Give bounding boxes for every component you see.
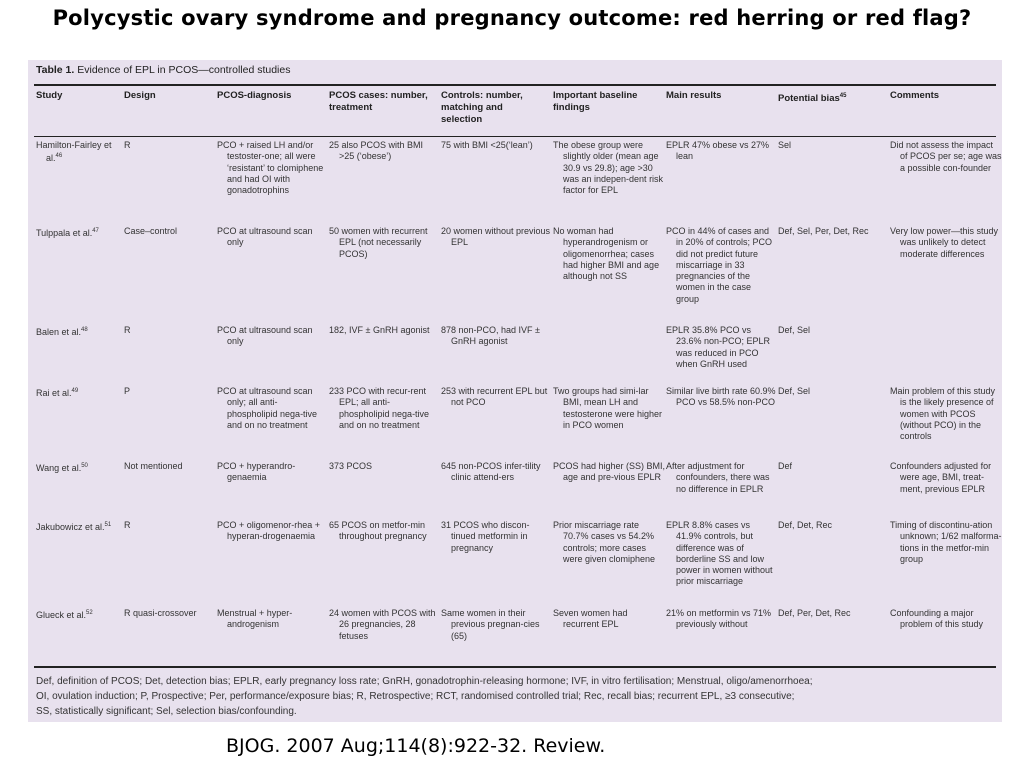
cell-controls: 878 non-PCO, had IVF ± GnRH agonist [441,325,540,347]
cell-main-results: After adjustment for confounders, there was no difference in EPLR [666,461,770,494]
cell-potential-bias: Def, Sel [778,386,811,396]
cell-pcos-diagnosis: PCO at ultrasound scan only; all anti-phospholipid nega-tive and on no treatment [217,386,318,430]
cell-pcos-diagnosis: Menstrual + hyper-androgenism [217,608,293,630]
cell-baseline-findings: Prior miscarriage rate 70.7% cases vs 54.2% controls; more cases were given clomiphene [553,520,656,564]
cell-design: R [124,520,131,530]
header-baseline-findings: Important baseline findings [553,90,638,113]
cell-baseline-findings: No woman had hyperandrogenism or oligomenorrhea; cases had higher BMI and age although not SS [553,226,660,282]
cell-pcos-cases: 373 PCOS [329,461,373,471]
cell-comments: Confounding a major problem of this study [890,608,984,630]
cell-baseline-findings: The obese group were slightly older (mean age 30.9 vs 29.8); age >30 was an indepen-dent risk factor for EPL [553,140,664,196]
cell-pcos-diagnosis: PCO + hyperandro-genaemia [217,461,296,483]
cell-pcos-cases: 233 PCO with recur-rent EPL; all anti-phospholipid nega-tive and on no treatment [329,386,430,430]
table-header-rule [34,136,996,137]
cell-controls: 645 non-PCOS infer-tility clinic attend-ers [441,461,541,483]
header-potential-bias [778,90,878,105]
cell-design: Not mentioned [124,461,183,471]
cell-main-results: 21% on metformin vs 71% previously without [666,608,772,630]
cell-comments: Confounders adjusted for were age, BMI, treat-ment, previous EPLR [890,461,992,494]
study-name: Wang et al. [36,463,82,473]
study-name: Jakubowicz et al. [36,522,105,532]
cell-study [36,325,124,338]
cell-study [36,140,124,165]
header-potential-bias-ref: 45 [839,93,847,99]
study-name: Rai et al. [36,388,72,398]
cell-baseline-findings: PCOS had higher (SS) BMI, age and pre-vious EPLR [553,461,666,483]
cell-comments: Did not assess the impact of PCOS per se; age was a possible con-founder [890,140,1002,173]
cell-controls: 75 with BMI <25(‘lean’) [441,140,533,150]
header-potential-bias-label: Potential bias [778,93,840,105]
study-name: Balen et al. [36,327,82,337]
cell-main-results: EPLR 8.8% cases vs 41.9% controls, but difference was of borderline SS and low power in women without prior miscarriage [666,520,773,587]
study-name: Tulppala et al. [36,228,93,238]
study-reference: 46 [55,153,63,160]
cell-design: Case–control [124,226,178,236]
cell-controls: Same women in their previous pregnan-cies (65) [441,608,540,641]
cell-potential-bias: Def, Sel, Per, Det, Rec [778,226,869,236]
cell-controls: 253 with recurrent EPL but not PCO [441,386,548,408]
cell-pcos-diagnosis: PCO + raised LH and/or testoster-one; all were ‘resistant’ to clomiphene and had OI with gonadotrophins [217,140,324,196]
study-reference: 52 [86,610,93,616]
study-reference: 49 [71,388,79,394]
header-study: Study [36,90,63,101]
cell-pcos-diagnosis: PCO at ultrasound scan only [217,325,313,347]
cell-design: P [124,386,131,396]
citation: BJOG. 2007 Aug;114(8):922-32. Review. [226,735,606,757]
study-reference: 51 [104,522,112,528]
cell-main-results: PCO in 44% of cases and in 20% of controls; PCO did not predict future miscarriage in 33 pregnancies of the women in the case group [666,226,773,304]
study-name: Glueck et al. [36,610,87,620]
cell-main-results: EPLR 35.8% PCO vs 23.6% non-PCO; EPLR was reduced in PCO when GnRH used [666,325,771,369]
cell-pcos-cases: 50 women with recurrent EPL (not necessarily PCOS) [329,226,428,259]
cell-pcos-cases: 65 PCOS on metfor-min throughout pregnancy [329,520,427,542]
header-design: Design [124,90,156,101]
cell-pcos-cases: 25 also PCOS with BMI >25 (‘obese’) [329,140,424,162]
header-controls: Controls: number, matching and selection [441,90,523,125]
cell-potential-bias: Def, Det, Rec [778,520,833,530]
cell-pcos-cases: 24 women with PCOS with 26 pregnancies, 28 fetuses [329,608,436,641]
cell-study [36,520,124,533]
cell-baseline-findings: Two groups had simi-lar BMI, mean LH and testosterone were higher in PCO women [553,386,663,430]
table-footnote: Def, definition of PCOS; Det, detection bias; EPLR, early pregnancy loss rate; GnRH, gonadotrophin-releasing hormone; IVF, in vitro fertilisation; Menstrual, oligo/amenorrhoea; OI, ovulation induction; P, Prospective; Per, performance/exposure bias; R, Retrospective; RCT, randomised controlled trial; Rec, recall bias; recurrent EPL, ≥3 consecutive; SS, statistically significant; Sel, selection bias/confounding. [36,676,813,717]
cell-controls: 20 women without previous EPL [441,226,551,248]
cell-potential-bias: Def, Per, Det, Rec [778,608,851,618]
cell-baseline-findings: Seven women had recurrent EPL [553,608,628,630]
cell-comments: Timing of discontinu-ation unknown; 1/62 malforma-tions in the metfor-min group [890,520,1002,564]
cell-study [36,461,124,474]
cell-main-results: EPLR 47% obese vs 27% lean [666,140,770,162]
cell-controls: 31 PCOS who discon-tinued metformin in pregnancy [441,520,530,553]
cell-main-results: Similar live birth rate 60.9% PCO vs 58.5% non-PCO [666,386,776,408]
cell-design: R [124,140,131,150]
table-top-rule [34,84,996,86]
study-reference: 47 [92,228,99,234]
header-main-results: Main results [666,90,722,101]
cell-study [36,386,124,399]
table-bottom-rule [34,666,996,668]
cell-potential-bias: Sel [778,140,792,150]
table-caption-text: Evidence of EPL in PCOS—controlled studies [77,64,291,76]
cell-pcos-diagnosis: PCO + oligomenor-rhea + hyperan-drogenaemia [217,520,321,542]
slide-title: Polycystic ovary syndrome and pregnancy outcome: red herring or red flag? [52,6,972,30]
table-caption-label: Table 1. [36,64,75,76]
cell-study [36,226,124,239]
header-pcos-cases: PCOS cases: number, treatment [329,90,428,113]
table-caption [36,64,290,76]
cell-potential-bias: Def [778,461,793,471]
cell-pcos-diagnosis: PCO at ultrasound scan only [217,226,313,248]
cell-potential-bias: Def, Sel [778,325,811,335]
table-card [28,60,1002,722]
cell-comments: Very low power—this study was unlikely to detect moderate differences [890,226,999,259]
study-name: Hamilton-Fairley et al. [36,140,112,164]
study-reference: 50 [81,463,88,469]
cell-design: R quasi-crossover [124,608,197,618]
cell-pcos-cases: 182, IVF ± GnRH agonist [329,325,430,335]
header-pcos-diagnosis: PCOS-diagnosis [217,90,292,101]
cell-design: R [124,325,131,335]
header-comments: Comments [890,90,940,101]
study-reference: 48 [81,327,88,333]
cell-comments: Main problem of this study is the likely presence of women with PCOS (without PCO) in the controls [890,386,996,442]
cell-study [36,608,124,621]
